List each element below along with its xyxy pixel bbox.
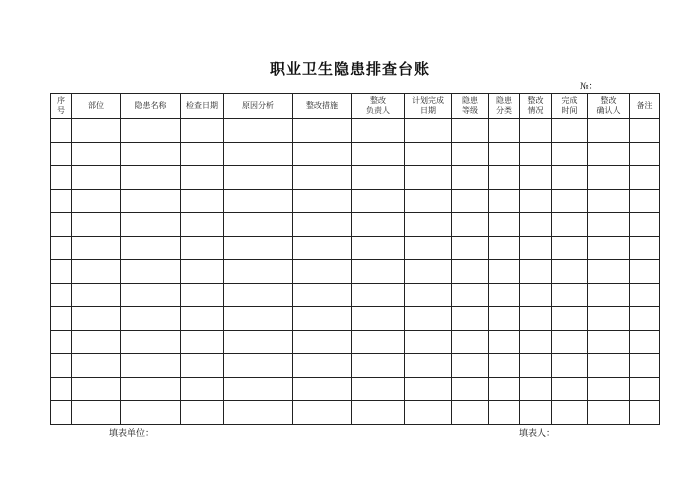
table-cell[interactable] [452, 283, 489, 307]
table-cell[interactable] [552, 213, 588, 237]
table-cell[interactable] [452, 166, 489, 190]
table-cell[interactable] [489, 142, 520, 166]
table-cell[interactable] [452, 354, 489, 378]
table-cell[interactable] [51, 330, 72, 354]
table-cell[interactable] [588, 189, 630, 213]
table-cell[interactable] [552, 166, 588, 190]
table-cell[interactable] [181, 119, 224, 143]
table-cell[interactable] [520, 142, 552, 166]
table-cell[interactable] [520, 307, 552, 331]
table-cell[interactable] [630, 213, 660, 237]
table-cell[interactable] [552, 142, 588, 166]
table-cell[interactable] [588, 142, 630, 166]
table-cell[interactable] [293, 354, 352, 378]
table-cell[interactable] [72, 213, 121, 237]
table-cell[interactable] [405, 354, 452, 378]
table-cell[interactable] [224, 236, 293, 260]
table-cell[interactable] [352, 166, 405, 190]
table-cell[interactable] [293, 189, 352, 213]
table-cell[interactable] [552, 377, 588, 401]
table-cell[interactable] [181, 330, 224, 354]
table-cell[interactable] [489, 401, 520, 425]
table-cell[interactable] [352, 213, 405, 237]
table-cell[interactable] [352, 189, 405, 213]
table-cell[interactable] [520, 354, 552, 378]
table-cell[interactable] [352, 260, 405, 284]
table-cell[interactable] [181, 307, 224, 331]
table-cell[interactable] [352, 377, 405, 401]
table-cell[interactable] [489, 236, 520, 260]
column-header-inspection-date: 检查日期 [181, 94, 224, 119]
table-header-row [51, 94, 660, 119]
table-cell[interactable] [51, 142, 72, 166]
table-cell[interactable] [489, 330, 520, 354]
table-cell[interactable] [405, 213, 452, 237]
table-cell[interactable] [520, 166, 552, 190]
table-cell[interactable] [489, 260, 520, 284]
table-row [51, 189, 660, 213]
table-cell[interactable] [630, 283, 660, 307]
table-cell[interactable] [293, 330, 352, 354]
table-cell[interactable] [452, 189, 489, 213]
table-cell[interactable] [121, 377, 181, 401]
table-cell[interactable] [224, 142, 293, 166]
table-cell[interactable] [552, 354, 588, 378]
table-cell[interactable] [72, 236, 121, 260]
table-cell[interactable] [489, 283, 520, 307]
serial-number-label: №： [580, 82, 598, 92]
table-cell[interactable] [181, 377, 224, 401]
column-header-confirmed-by: 整改 确认人 [588, 94, 630, 119]
table-cell[interactable] [72, 330, 121, 354]
table-cell[interactable] [293, 142, 352, 166]
table-cell[interactable] [51, 377, 72, 401]
table-cell[interactable] [224, 283, 293, 307]
table-row [51, 330, 660, 354]
table-cell[interactable] [452, 330, 489, 354]
table-cell[interactable] [224, 307, 293, 331]
table-cell[interactable] [181, 142, 224, 166]
table-cell[interactable] [72, 189, 121, 213]
table-cell[interactable] [352, 236, 405, 260]
table-cell[interactable] [72, 401, 121, 425]
table-row [51, 236, 660, 260]
column-header-hazard-name: 隐患名称 [121, 94, 181, 119]
table-cell[interactable] [489, 189, 520, 213]
table-cell[interactable] [72, 119, 121, 143]
table-cell[interactable] [293, 401, 352, 425]
table-cell[interactable] [489, 377, 520, 401]
table-cell[interactable] [293, 307, 352, 331]
table-cell[interactable] [405, 283, 452, 307]
table-cell[interactable] [181, 401, 224, 425]
table-cell[interactable] [293, 260, 352, 284]
table-cell[interactable] [630, 189, 660, 213]
table-cell[interactable] [293, 377, 352, 401]
table-cell[interactable] [181, 189, 224, 213]
table-cell[interactable] [72, 283, 121, 307]
table-cell[interactable] [51, 307, 72, 331]
column-header-responsible-person: 整改 负责人 [352, 94, 405, 119]
table-cell[interactable] [224, 354, 293, 378]
table-cell[interactable] [520, 330, 552, 354]
table-cell[interactable] [452, 260, 489, 284]
table-cell[interactable] [405, 236, 452, 260]
table-cell[interactable] [72, 142, 121, 166]
table-cell[interactable] [405, 166, 452, 190]
column-header-corrective-measures: 整改措施 [293, 94, 352, 119]
table-row [51, 119, 660, 143]
table-cell[interactable] [224, 166, 293, 190]
table-cell[interactable] [630, 236, 660, 260]
column-header-index: 序 号 [51, 94, 72, 119]
table-cell[interactable] [588, 377, 630, 401]
table-cell[interactable] [405, 307, 452, 331]
table-cell[interactable] [489, 166, 520, 190]
table-cell[interactable] [588, 236, 630, 260]
table-cell[interactable] [224, 119, 293, 143]
table-cell[interactable] [352, 307, 405, 331]
table-cell[interactable] [588, 166, 630, 190]
table-cell[interactable] [224, 213, 293, 237]
column-header-remarks: 备注 [630, 94, 660, 119]
table-cell[interactable] [630, 142, 660, 166]
table-cell[interactable] [293, 236, 352, 260]
table-cell[interactable] [352, 401, 405, 425]
table-row [51, 260, 660, 284]
column-header-cause-analysis: 原因分析 [224, 94, 293, 119]
table-cell[interactable] [121, 283, 181, 307]
table-row [51, 142, 660, 166]
table-cell[interactable] [51, 189, 72, 213]
table-cell[interactable] [588, 283, 630, 307]
table-cell[interactable] [181, 260, 224, 284]
table-cell[interactable] [520, 283, 552, 307]
table-row [51, 401, 660, 425]
table-cell[interactable] [520, 401, 552, 425]
column-header-location: 部位 [72, 94, 121, 119]
table-cell[interactable] [520, 189, 552, 213]
table-cell[interactable] [489, 354, 520, 378]
table-cell[interactable] [181, 213, 224, 237]
table-cell[interactable] [452, 119, 489, 143]
table-cell[interactable] [552, 260, 588, 284]
table-cell[interactable] [630, 330, 660, 354]
table-cell[interactable] [405, 119, 452, 143]
table-row [51, 283, 660, 307]
table-cell[interactable] [181, 354, 224, 378]
table-cell[interactable] [293, 283, 352, 307]
table-cell[interactable] [51, 236, 72, 260]
table-cell[interactable] [588, 401, 630, 425]
table-cell[interactable] [520, 260, 552, 284]
table-cell[interactable] [181, 283, 224, 307]
table-cell[interactable] [588, 330, 630, 354]
table-cell[interactable] [630, 401, 660, 425]
table-cell[interactable] [51, 283, 72, 307]
table-cell[interactable] [489, 307, 520, 331]
table-cell[interactable] [121, 189, 181, 213]
table-cell[interactable] [224, 330, 293, 354]
table-cell[interactable] [72, 307, 121, 331]
table-cell[interactable] [121, 401, 181, 425]
table-cell[interactable] [588, 213, 630, 237]
table-cell[interactable] [352, 119, 405, 143]
column-header-hazard-level: 隐患 等级 [452, 94, 489, 119]
table-cell[interactable] [224, 260, 293, 284]
table-cell[interactable] [520, 236, 552, 260]
table-cell[interactable] [51, 119, 72, 143]
table-cell[interactable] [224, 401, 293, 425]
hazard-ledger-table [50, 93, 660, 425]
table-cell[interactable] [352, 354, 405, 378]
table-cell[interactable] [293, 166, 352, 190]
table-cell[interactable] [121, 354, 181, 378]
table-cell[interactable] [588, 307, 630, 331]
table-cell[interactable] [51, 166, 72, 190]
table-cell[interactable] [181, 236, 224, 260]
table-cell[interactable] [630, 166, 660, 190]
table-cell[interactable] [405, 260, 452, 284]
table-cell[interactable] [121, 330, 181, 354]
table-cell[interactable] [630, 119, 660, 143]
table-cell[interactable] [72, 260, 121, 284]
table-cell[interactable] [452, 213, 489, 237]
ledger-title: 职业卫生隐患排查台账 [269, 60, 430, 78]
table-cell[interactable] [552, 401, 588, 425]
table-cell[interactable] [452, 401, 489, 425]
table-cell[interactable] [405, 330, 452, 354]
table-cell[interactable] [121, 166, 181, 190]
table-cell[interactable] [405, 401, 452, 425]
column-header-rectification-status: 整改 情况 [520, 94, 552, 119]
table-cell[interactable] [224, 377, 293, 401]
table-cell[interactable] [293, 119, 352, 143]
table-cell[interactable] [51, 213, 72, 237]
table-cell[interactable] [552, 330, 588, 354]
table-cell[interactable] [552, 283, 588, 307]
table-cell[interactable] [588, 260, 630, 284]
table-cell[interactable] [630, 354, 660, 378]
table-cell[interactable] [121, 236, 181, 260]
table-row [51, 377, 660, 401]
table-cell[interactable] [489, 119, 520, 143]
column-header-planned-completion-date: 计划完成 日期 [405, 94, 452, 119]
table-cell[interactable] [520, 213, 552, 237]
table-cell[interactable] [520, 119, 552, 143]
table-cell[interactable] [51, 354, 72, 378]
table-cell[interactable] [452, 377, 489, 401]
table-cell[interactable] [121, 213, 181, 237]
table-body [51, 119, 660, 425]
filled-by-label: 填表人： [519, 429, 556, 439]
table-row [51, 307, 660, 331]
table-cell[interactable] [72, 354, 121, 378]
table-cell[interactable] [405, 189, 452, 213]
table-cell[interactable] [520, 377, 552, 401]
table-cell[interactable] [293, 213, 352, 237]
table-cell[interactable] [452, 142, 489, 166]
table-cell[interactable] [552, 236, 588, 260]
table-cell[interactable] [452, 236, 489, 260]
table-cell[interactable] [552, 189, 588, 213]
table-cell[interactable] [588, 119, 630, 143]
table-row [51, 354, 660, 378]
table-cell[interactable] [72, 377, 121, 401]
table-cell[interactable] [121, 307, 181, 331]
table-row [51, 213, 660, 237]
table-cell[interactable] [121, 142, 181, 166]
filling-unit-label: 填表单位： [109, 429, 155, 439]
table-cell[interactable] [452, 307, 489, 331]
column-header-completion-time: 完成 时间 [552, 94, 588, 119]
table-cell[interactable] [630, 260, 660, 284]
table-row [51, 166, 660, 190]
table-cell[interactable] [405, 377, 452, 401]
table-cell[interactable] [181, 166, 224, 190]
table-cell[interactable] [51, 260, 72, 284]
table-cell[interactable] [352, 142, 405, 166]
table-cell[interactable] [224, 189, 293, 213]
table-cell[interactable] [121, 260, 181, 284]
table-cell[interactable] [630, 307, 660, 331]
table-cell[interactable] [352, 283, 405, 307]
table-cell[interactable] [121, 119, 181, 143]
table-cell[interactable] [72, 166, 121, 190]
table-cell[interactable] [552, 307, 588, 331]
table-cell[interactable] [552, 119, 588, 143]
table-cell[interactable] [588, 354, 630, 378]
table-cell[interactable] [352, 330, 405, 354]
table-cell[interactable] [405, 142, 452, 166]
column-header-hazard-category: 隐患 分类 [489, 94, 520, 119]
table-cell[interactable] [489, 213, 520, 237]
table-cell[interactable] [630, 377, 660, 401]
table-cell[interactable] [51, 401, 72, 425]
